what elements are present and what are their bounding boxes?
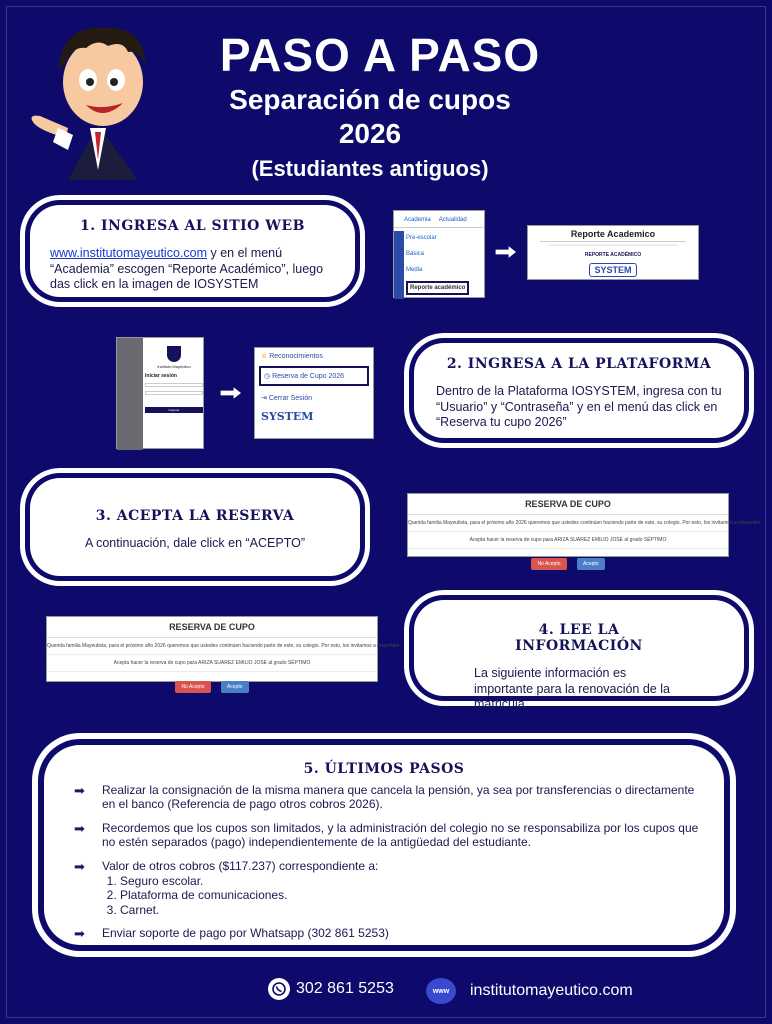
no-acepto-button[interactable]: No Acepto: [175, 681, 210, 693]
page-year: 2026: [338, 118, 402, 149]
step-2-box: [414, 343, 744, 438]
website-link[interactable]: www.institutomayeutico.com: [50, 246, 208, 260]
plataforma-menu-screenshot: ♕ Reconocimientos ◷ Reserva de Cupo 2026 ⇥ Cerrar Sesión SYSTEM: [254, 347, 374, 439]
globe-icon: www: [426, 978, 456, 1004]
footer-website[interactable]: www institutomayeutico.com: [426, 978, 633, 1004]
step-2-title: 2. INGRESA A LA PLATAFORMA: [446, 356, 712, 372]
step-2-text: Dentro de la Plataforma IOSYSTEM, ingresa con tu “Usuario” y “Contraseña” y en el menú das click en “Reserva tu cupo 2026”: [436, 384, 722, 430]
step-4-title: 4. LEE LA INFORMACIÓN: [515, 622, 643, 654]
reserva-cupo-screenshot-2: RESERVA DE CUPO Querida familia Mayeutista, para el próximo año 2026 queremos que ustedes continúen haciendo parte de este, su colegio. Por esto, los invitamos a responder: Acepta hacer la reserva de cupo para ARIZA SUAREZ EMILIO JOSE al grado SÉPTIMO No Acepto Acepto: [46, 616, 378, 682]
reporte-academico-item: Reporte académico: [406, 281, 469, 295]
step-1-title: 1. INGRESA AL SITIO WEB: [80, 218, 305, 234]
page-subtitle: Separación de cupos: [229, 84, 511, 115]
arrow-right-icon: [219, 385, 243, 401]
list-item: ➡ Recordemos que los cupos son limitados, y la administración del colegio no se responsabiliza por los cupos que no estén separados (pago) independientemente de la antigüedad del estudiante.: [74, 820, 699, 850]
arrow-bullet-icon: ➡: [74, 858, 85, 874]
reporte-academico-screenshot: Reporte Academico REPORTE ACADÉMICO SYSTEM: [527, 225, 699, 280]
step-4-text: La siguiente información es importante para la renovación de la matricula: [474, 666, 670, 712]
otros-cobros-list: 1. Seguro escolar. 2. Plataforma de comunicaciones. 3. Carnet.: [120, 874, 378, 917]
reserva-cupo-item: ◷ Reserva de Cupo 2026: [259, 366, 369, 386]
step-1-box: [30, 205, 355, 297]
step-3-title: 3. ACEPTA LA RESERVA: [95, 508, 295, 524]
footer-phone[interactable]: 302 861 5253: [268, 978, 394, 1000]
whatsapp-icon: [268, 978, 290, 1000]
list-item: ➡ Realizar la consignación de la misma manera que cancela la pensión, ya sea por transferencias o directamente en el banco (Referencia de pago otros cobros 2026).: [74, 783, 695, 812]
mascot-illustration: [28, 10, 168, 180]
step-1-text: www.institutomayeutico.com y en el menú “Academia” escogen “Reporte Académico”, luego das click en la imagen de IOSYSTEM: [50, 246, 324, 292]
step-3-text: A continuación, dale click en “ACEPTO”: [84, 536, 305, 550]
reserva-cupo-screenshot: RESERVA DE CUPO Querida familia Mayeutista, para el próximo año 2026 queremos que ustedes continúen haciendo parte de este, su colegio. Por esto, los invitamos a responder: Acepta hacer la reserva de cupo para ARIZA SUAREZ EMILIO JOSE al grado SÉPTIMO No Acepto Acepto: [407, 493, 729, 557]
acepto-button[interactable]: Acepto: [221, 681, 249, 693]
step-5-title: 5. ÚLTIMOS PASOS: [303, 761, 465, 777]
iosystem-logo: SYSTEM: [261, 410, 314, 423]
page-audience: (Estudiantes antiguos): [251, 156, 489, 181]
list-item: ➡ Valor de otros cobros ($117.237) correspondiente a: 1. Seguro escolar. 2. Plataforma de comunicaciones. 3. Carnet.: [74, 859, 704, 918]
arrow-bullet-icon: ➡: [74, 926, 85, 942]
list-item: ➡ Enviar soporte de pago por Whatsapp (302 861 5253): [74, 926, 389, 942]
acepto-button[interactable]: Acepto: [577, 558, 605, 570]
step-5-box: [44, 745, 724, 945]
menu-academia-screenshot: Academia Actualidad Pre-escolar Básica Media Reporte académico: [393, 210, 485, 298]
login-screenshot: Instituto Mayéutico Iniciar sesión Ingresar: [116, 337, 204, 449]
arrow-bullet-icon: ➡: [74, 783, 85, 798]
arrow-right-icon: [494, 244, 518, 260]
page-title: PASO A PASO: [219, 29, 541, 81]
no-acepto-button[interactable]: No Acepto: [531, 558, 566, 570]
arrow-bullet-icon: ➡: [74, 820, 85, 836]
step-4-box: [414, 600, 744, 712]
step-3-box: [30, 478, 360, 576]
iosystem-logo: SYSTEM: [589, 263, 636, 277]
